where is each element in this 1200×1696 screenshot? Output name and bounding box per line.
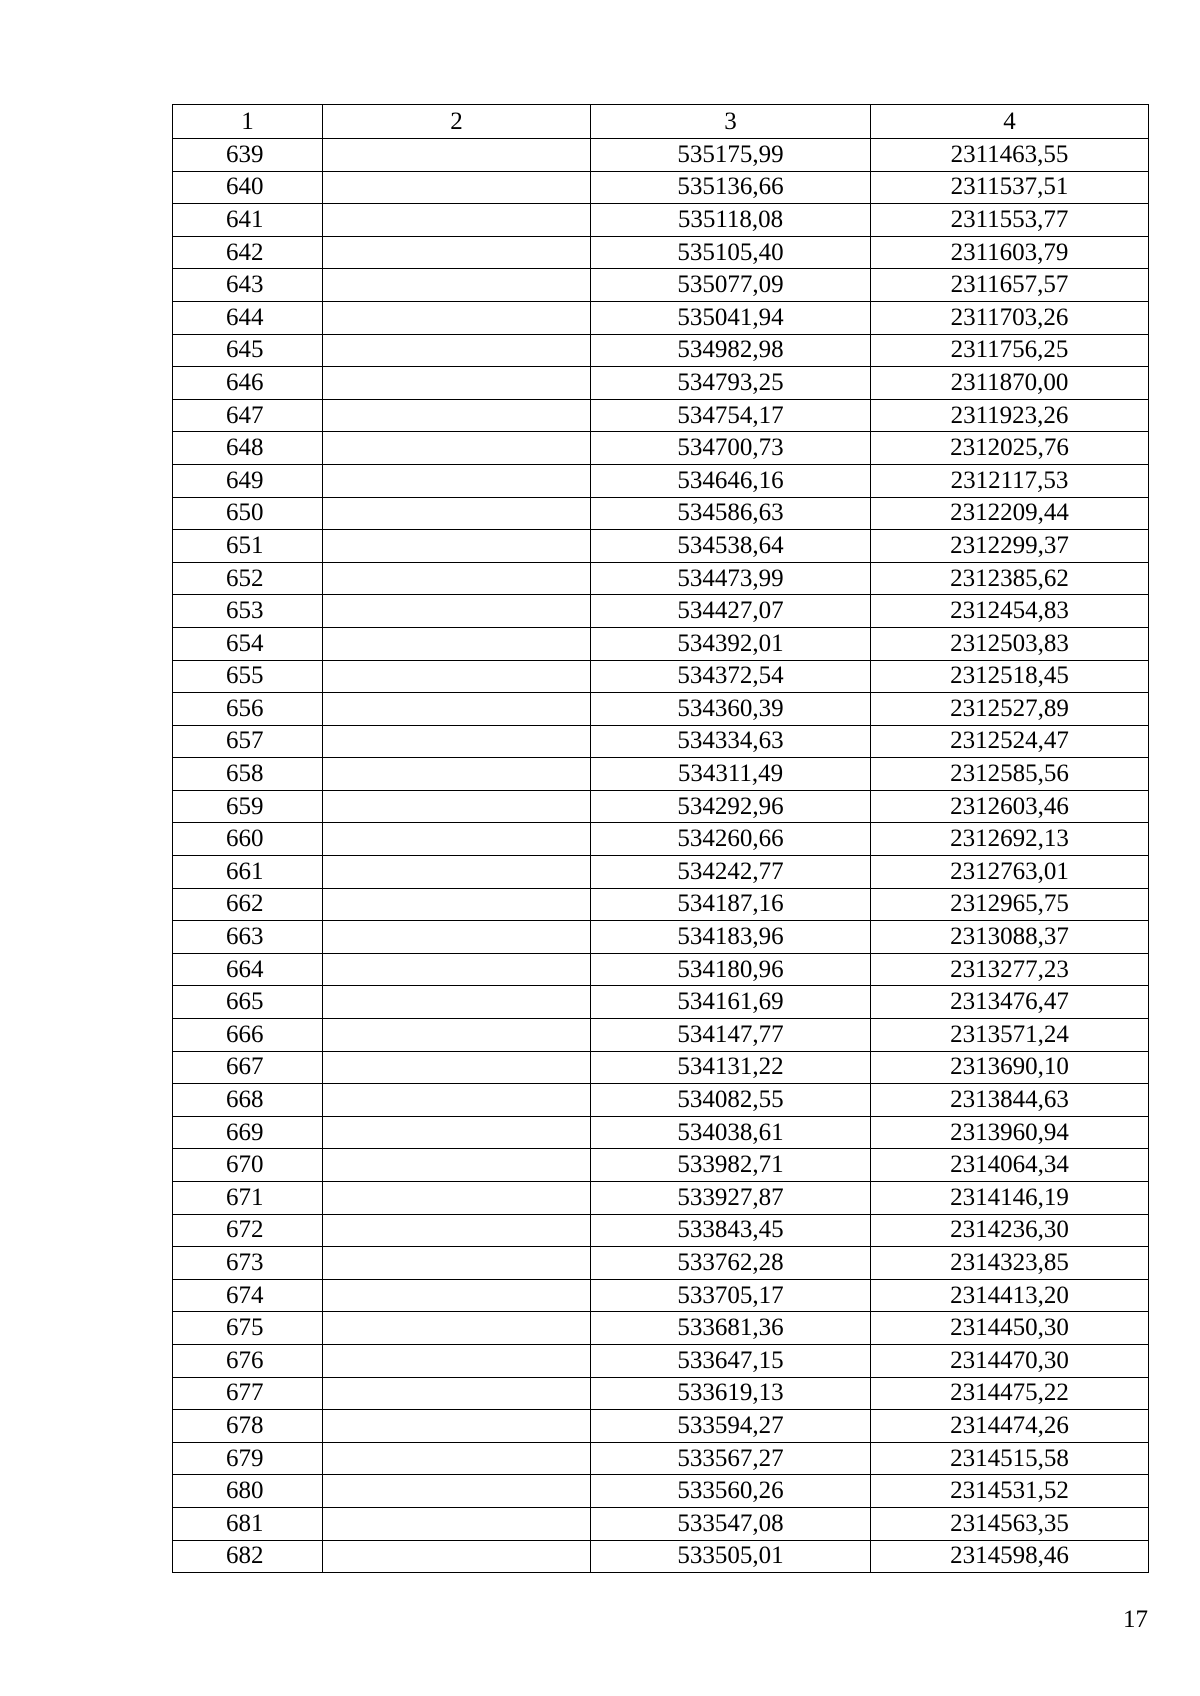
- table-row: [173, 1475, 1149, 1508]
- table-cell-col-2: [323, 1051, 591, 1084]
- table-row: [173, 856, 1149, 889]
- table-row: [173, 269, 1149, 302]
- table-row: [173, 595, 1149, 628]
- table-cell-col-4: 2311923,26: [871, 399, 1149, 432]
- table-row: [173, 1084, 1149, 1117]
- table-cell-col-2: [323, 660, 591, 693]
- table-cell-col-3: 534473,99: [591, 562, 871, 595]
- table-cell-col-4: 2312527,89: [871, 693, 1149, 726]
- table-row: [173, 1410, 1149, 1443]
- table-cell-col-1: 651: [173, 530, 323, 563]
- table-row: [173, 823, 1149, 856]
- table-row: [173, 790, 1149, 823]
- table-cell-col-1: 647: [173, 399, 323, 432]
- table-cell-col-1: 664: [173, 953, 323, 986]
- table-row: [173, 334, 1149, 367]
- column-header-4: 4: [871, 105, 1149, 139]
- table-cell-col-3: 534131,22: [591, 1051, 871, 1084]
- table-cell-col-3: 533547,08: [591, 1507, 871, 1540]
- table-cell-col-2: [323, 1344, 591, 1377]
- table-cell-col-2: [323, 823, 591, 856]
- table-cell-col-3: 534311,49: [591, 758, 871, 791]
- table-cell-col-4: 2313277,23: [871, 953, 1149, 986]
- table-cell-col-1: 671: [173, 1182, 323, 1215]
- table-cell-col-1: 658: [173, 758, 323, 791]
- table-cell-col-4: 2312503,83: [871, 627, 1149, 660]
- table-cell-col-3: 535077,09: [591, 269, 871, 302]
- table-row: [173, 1312, 1149, 1345]
- table-cell-col-3: 534183,96: [591, 921, 871, 954]
- table-cell-col-3: 534187,16: [591, 888, 871, 921]
- table-cell-col-2: [323, 856, 591, 889]
- table-cell-col-3: 533762,28: [591, 1247, 871, 1280]
- table-cell-col-1: 648: [173, 432, 323, 465]
- table-row: [173, 1507, 1149, 1540]
- table-cell-col-3: 534700,73: [591, 432, 871, 465]
- table-cell-col-3: 535041,94: [591, 301, 871, 334]
- table-cell-col-4: 2311553,77: [871, 204, 1149, 237]
- table-body: [173, 139, 1149, 1573]
- table-cell-col-1: 672: [173, 1214, 323, 1247]
- table-row: [173, 693, 1149, 726]
- table-cell-col-1: 657: [173, 725, 323, 758]
- table-cell-col-3: 535136,66: [591, 171, 871, 204]
- table-cell-col-1: 645: [173, 334, 323, 367]
- table-cell-col-4: 2311463,55: [871, 139, 1149, 172]
- table-cell-col-3: 533982,71: [591, 1149, 871, 1182]
- table-cell-col-4: 2314475,22: [871, 1377, 1149, 1410]
- table-cell-col-3: 534982,98: [591, 334, 871, 367]
- table-cell-col-3: 533927,87: [591, 1182, 871, 1215]
- table-cell-col-2: [323, 1116, 591, 1149]
- table-cell-col-4: 2314474,26: [871, 1410, 1149, 1443]
- table-row: [173, 1344, 1149, 1377]
- table-cell-col-1: 644: [173, 301, 323, 334]
- table-cell-col-2: [323, 627, 591, 660]
- table-cell-col-1: 640: [173, 171, 323, 204]
- table-cell-col-1: 681: [173, 1507, 323, 1540]
- table-cell-col-2: [323, 725, 591, 758]
- table-cell-col-2: [323, 530, 591, 563]
- table-cell-col-2: [323, 1410, 591, 1443]
- table-row: [173, 725, 1149, 758]
- table-cell-col-4: 2314598,46: [871, 1540, 1149, 1573]
- table-cell-col-4: 2312518,45: [871, 660, 1149, 693]
- table-cell-col-4: 2311703,26: [871, 301, 1149, 334]
- table-cell-col-4: 2312965,75: [871, 888, 1149, 921]
- table-cell-col-1: 641: [173, 204, 323, 237]
- table-row: [173, 1116, 1149, 1149]
- table-cell-col-4: 2312603,46: [871, 790, 1149, 823]
- table-row: [173, 497, 1149, 530]
- table-cell-col-3: 534260,66: [591, 823, 871, 856]
- table-cell-col-3: 534334,63: [591, 725, 871, 758]
- table-cell-col-3: 534292,96: [591, 790, 871, 823]
- table-row: [173, 171, 1149, 204]
- table-cell-col-2: [323, 139, 591, 172]
- table-cell-col-1: 655: [173, 660, 323, 693]
- table-cell-col-4: 2314323,85: [871, 1247, 1149, 1280]
- table-cell-col-1: 677: [173, 1377, 323, 1410]
- table-row: [173, 432, 1149, 465]
- table-row: [173, 953, 1149, 986]
- table-cell-col-2: [323, 1377, 591, 1410]
- table-cell-col-1: 654: [173, 627, 323, 660]
- table-cell-col-4: 2312117,53: [871, 464, 1149, 497]
- table-cell-col-4: 2311603,79: [871, 236, 1149, 269]
- table-cell-col-3: 534427,07: [591, 595, 871, 628]
- table-row: [173, 399, 1149, 432]
- table-cell-col-2: [323, 1149, 591, 1182]
- table-row: [173, 888, 1149, 921]
- table-row: [173, 301, 1149, 334]
- table-cell-col-1: 674: [173, 1279, 323, 1312]
- table-cell-col-2: [323, 432, 591, 465]
- table-cell-col-1: 642: [173, 236, 323, 269]
- table-cell-col-1: 665: [173, 986, 323, 1019]
- table-cell-col-3: 534180,96: [591, 953, 871, 986]
- table-cell-col-4: 2313088,37: [871, 921, 1149, 954]
- table-row: [173, 1377, 1149, 1410]
- table-cell-col-4: 2314450,30: [871, 1312, 1149, 1345]
- table-cell-col-4: 2313960,94: [871, 1116, 1149, 1149]
- table-cell-col-4: 2314064,34: [871, 1149, 1149, 1182]
- table-cell-col-4: 2314236,30: [871, 1214, 1149, 1247]
- table-cell-col-4: 2313844,63: [871, 1084, 1149, 1117]
- table-cell-col-4: 2313476,47: [871, 986, 1149, 1019]
- table-row: [173, 236, 1149, 269]
- table-cell-col-4: 2311756,25: [871, 334, 1149, 367]
- table-cell-col-1: 673: [173, 1247, 323, 1280]
- table-cell-col-1: 669: [173, 1116, 323, 1149]
- table-cell-col-3: 534082,55: [591, 1084, 871, 1117]
- table-row: [173, 1019, 1149, 1052]
- table-cell-col-2: [323, 921, 591, 954]
- table-cell-col-2: [323, 562, 591, 595]
- table-cell-col-2: [323, 888, 591, 921]
- table-cell-col-2: [323, 1540, 591, 1573]
- table-header-row: [173, 105, 1149, 139]
- table-row: [173, 367, 1149, 400]
- table-cell-col-4: 2312299,37: [871, 530, 1149, 563]
- table-cell-col-4: 2313690,10: [871, 1051, 1149, 1084]
- table-cell-col-3: 534161,69: [591, 986, 871, 1019]
- table-row: [173, 921, 1149, 954]
- table-row: [173, 1540, 1149, 1573]
- table-cell-col-2: [323, 236, 591, 269]
- table-cell-col-3: 533705,17: [591, 1279, 871, 1312]
- table-cell-col-1: 646: [173, 367, 323, 400]
- table-cell-col-3: 533647,15: [591, 1344, 871, 1377]
- table-cell-col-3: 534038,61: [591, 1116, 871, 1149]
- table-cell-col-3: 535118,08: [591, 204, 871, 237]
- coordinates-table: [172, 104, 1149, 1573]
- table-cell-col-4: 2314470,30: [871, 1344, 1149, 1377]
- table-cell-col-1: 649: [173, 464, 323, 497]
- table-cell-col-2: [323, 790, 591, 823]
- table-row: [173, 1279, 1149, 1312]
- table-cell-col-4: 2312209,44: [871, 497, 1149, 530]
- table-cell-col-3: 535105,40: [591, 236, 871, 269]
- table-cell-col-1: 656: [173, 693, 323, 726]
- table-cell-col-3: 533843,45: [591, 1214, 871, 1247]
- table-cell-col-3: 533560,26: [591, 1475, 871, 1508]
- table-cell-col-4: 2312692,13: [871, 823, 1149, 856]
- table-header: [173, 105, 1149, 139]
- table-cell-col-4: 2314531,52: [871, 1475, 1149, 1508]
- column-header-2: 2: [323, 105, 591, 139]
- table-cell-col-1: 639: [173, 139, 323, 172]
- table-cell-col-4: 2312763,01: [871, 856, 1149, 889]
- table-cell-col-2: [323, 758, 591, 791]
- table-cell-col-1: 653: [173, 595, 323, 628]
- table-cell-col-2: [323, 399, 591, 432]
- table-cell-col-3: 534793,25: [591, 367, 871, 400]
- table-cell-col-3: 533505,01: [591, 1540, 871, 1573]
- table-cell-col-2: [323, 171, 591, 204]
- table-cell-col-3: 534646,16: [591, 464, 871, 497]
- table-cell-col-2: [323, 497, 591, 530]
- table-cell-col-2: [323, 334, 591, 367]
- table-cell-col-2: [323, 1475, 591, 1508]
- table-cell-col-3: 534147,77: [591, 1019, 871, 1052]
- table-cell-col-2: [323, 1214, 591, 1247]
- table-cell-col-4: 2311657,57: [871, 269, 1149, 302]
- table-row: [173, 986, 1149, 1019]
- table-cell-col-1: 666: [173, 1019, 323, 1052]
- table-cell-col-2: [323, 693, 591, 726]
- table-cell-col-2: [323, 367, 591, 400]
- table-cell-col-3: 534392,01: [591, 627, 871, 660]
- table-row: [173, 1442, 1149, 1475]
- table-cell-col-3: 533681,36: [591, 1312, 871, 1345]
- table-cell-col-3: 534242,77: [591, 856, 871, 889]
- table-cell-col-2: [323, 204, 591, 237]
- table-cell-col-4: 2314146,19: [871, 1182, 1149, 1215]
- table-row: [173, 758, 1149, 791]
- table-cell-col-1: 662: [173, 888, 323, 921]
- table-cell-col-3: 533619,13: [591, 1377, 871, 1410]
- table-row: [173, 562, 1149, 595]
- table-cell-col-3: 534360,39: [591, 693, 871, 726]
- table-cell-col-1: 680: [173, 1475, 323, 1508]
- table-cell-col-1: 676: [173, 1344, 323, 1377]
- table-cell-col-4: 2311870,00: [871, 367, 1149, 400]
- table-cell-col-1: 668: [173, 1084, 323, 1117]
- table-cell-col-1: 675: [173, 1312, 323, 1345]
- table-cell-col-1: 643: [173, 269, 323, 302]
- table-cell-col-2: [323, 1312, 591, 1345]
- table-cell-col-1: 670: [173, 1149, 323, 1182]
- table-cell-col-2: [323, 269, 591, 302]
- table-cell-col-4: 2312025,76: [871, 432, 1149, 465]
- table-row: [173, 660, 1149, 693]
- table-cell-col-2: [323, 1507, 591, 1540]
- table-cell-col-2: [323, 595, 591, 628]
- table-cell-col-2: [323, 953, 591, 986]
- table-cell-col-1: 679: [173, 1442, 323, 1475]
- table-row: [173, 1247, 1149, 1280]
- table-cell-col-1: 660: [173, 823, 323, 856]
- table-cell-col-1: 663: [173, 921, 323, 954]
- table-cell-col-4: 2313571,24: [871, 1019, 1149, 1052]
- table-cell-col-3: 533567,27: [591, 1442, 871, 1475]
- table-cell-col-1: 667: [173, 1051, 323, 1084]
- table-cell-col-2: [323, 1279, 591, 1312]
- table-row: [173, 1149, 1149, 1182]
- table-cell-col-1: 659: [173, 790, 323, 823]
- table-cell-col-2: [323, 1019, 591, 1052]
- table-cell-col-2: [323, 986, 591, 1019]
- page-number: 17: [1123, 1606, 1148, 1633]
- table-row: [173, 627, 1149, 660]
- table-cell-col-1: 661: [173, 856, 323, 889]
- table-row: [173, 464, 1149, 497]
- table-cell-col-3: 534754,17: [591, 399, 871, 432]
- table-cell-col-3: 535175,99: [591, 139, 871, 172]
- table-cell-col-4: 2314515,58: [871, 1442, 1149, 1475]
- column-header-1: 1: [173, 105, 323, 139]
- table-cell-col-4: 2312385,62: [871, 562, 1149, 595]
- table-cell-col-2: [323, 1442, 591, 1475]
- table-cell-col-1: 650: [173, 497, 323, 530]
- table-cell-col-2: [323, 301, 591, 334]
- table-cell-col-3: 534586,63: [591, 497, 871, 530]
- table-cell-col-4: 2314413,20: [871, 1279, 1149, 1312]
- table-cell-col-4: 2314563,35: [871, 1507, 1149, 1540]
- table-cell-col-2: [323, 1084, 591, 1117]
- table-row: [173, 139, 1149, 172]
- table-cell-col-3: 534372,54: [591, 660, 871, 693]
- table-cell-col-1: 652: [173, 562, 323, 595]
- table-cell-col-4: 2312585,56: [871, 758, 1149, 791]
- table-cell-col-3: 534538,64: [591, 530, 871, 563]
- table-cell-col-4: 2312524,47: [871, 725, 1149, 758]
- table-cell-col-4: 2311537,51: [871, 171, 1149, 204]
- table-row: [173, 1214, 1149, 1247]
- table-cell-col-3: 533594,27: [591, 1410, 871, 1443]
- table-cell-col-4: 2312454,83: [871, 595, 1149, 628]
- table-cell-col-2: [323, 1247, 591, 1280]
- column-header-3: 3: [591, 105, 871, 139]
- table-cell-col-2: [323, 464, 591, 497]
- table-cell-col-2: [323, 1182, 591, 1215]
- table-cell-col-1: 678: [173, 1410, 323, 1443]
- table-row: [173, 204, 1149, 237]
- table-row: [173, 1051, 1149, 1084]
- table-row: [173, 530, 1149, 563]
- table-cell-col-1: 682: [173, 1540, 323, 1573]
- table-row: [173, 1182, 1149, 1215]
